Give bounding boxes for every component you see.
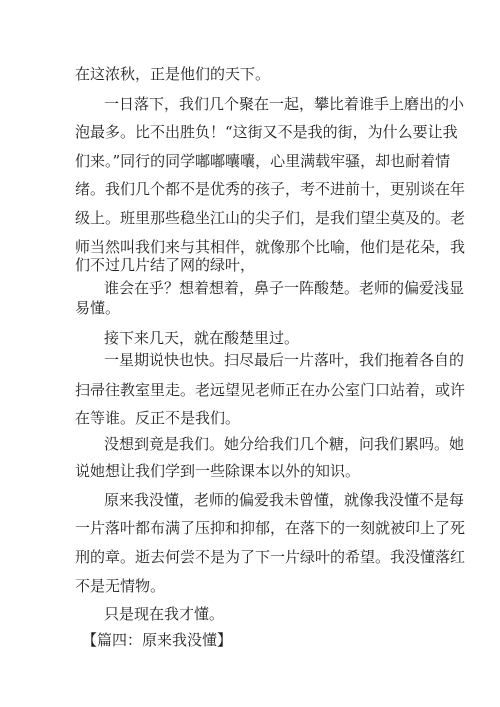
section-heading: 【篇四：原来我没懂】 bbox=[82, 631, 233, 649]
paragraph-line: 原来我没懂，老师的偏爱我未曾懂，就像我没懂不是每 bbox=[104, 491, 465, 509]
paragraph-line: 说她想让我们学到一些除课本以外的知识。 bbox=[75, 462, 361, 480]
paragraph-line: 绪。我们几个都不是优秀的孩子，考不进前十，更别谈在年 bbox=[75, 180, 466, 198]
paragraph-line: 易懂。 bbox=[75, 299, 121, 317]
paragraph-line: 不是无情物。 bbox=[75, 577, 166, 595]
paragraph-line: 级上。班里那些稳坐江山的尖子们，是我们望尘莫及的。老 bbox=[75, 209, 466, 227]
paragraph-line: 一星期说快也快。扫尽最后一片落叶，我们拖着各自的 bbox=[104, 351, 465, 369]
paragraph-line: 在等谁。反正不是我们。 bbox=[75, 409, 241, 427]
paragraph-line: 在这浓秋，正是他们的天下。 bbox=[75, 65, 271, 83]
paragraph-line: 们来。”同行的同学嘟嘟囔囔，心里满载牢骚，却也耐着情 bbox=[75, 152, 451, 170]
paragraph-line: 一片落叶都布满了压抑和抑郁，在落下的一刻就被印上了死 bbox=[75, 519, 466, 537]
paragraph-line: 们不过几片结了网的绿叶， bbox=[75, 256, 256, 274]
paragraph-line: 一日落下，我们几个聚在一起，攀比着谁手上磨出的小 bbox=[104, 95, 465, 113]
paragraph-line: 没想到竟是我们。她分给我们几个糖，问我们累吗。她 bbox=[104, 435, 465, 453]
paragraph-line: 只是现在我才懂。 bbox=[104, 605, 225, 623]
paragraph-line: 刑的章。逝去何尝不是为了下一片绿叶的希望。我没懂落红 bbox=[75, 548, 466, 566]
paragraph-line: 师当然叫我们来与其相伴，就像那个比喻，他们是花朵，我 bbox=[75, 238, 466, 256]
paragraph-line: 扫帚往教室里走。老远望见老师正在办公室门口站着，或许 bbox=[75, 381, 466, 399]
paragraph-line: 泡最多。比不出胜负！“这街又不是我的街，为什么要让我 bbox=[75, 123, 458, 141]
paragraph-line: 谁会在乎？想着想着，鼻子一阵酸楚。老师的偏爱浅显 bbox=[104, 279, 465, 297]
paragraph-line: 接下来几天，就在酸楚里过。 bbox=[104, 329, 300, 347]
